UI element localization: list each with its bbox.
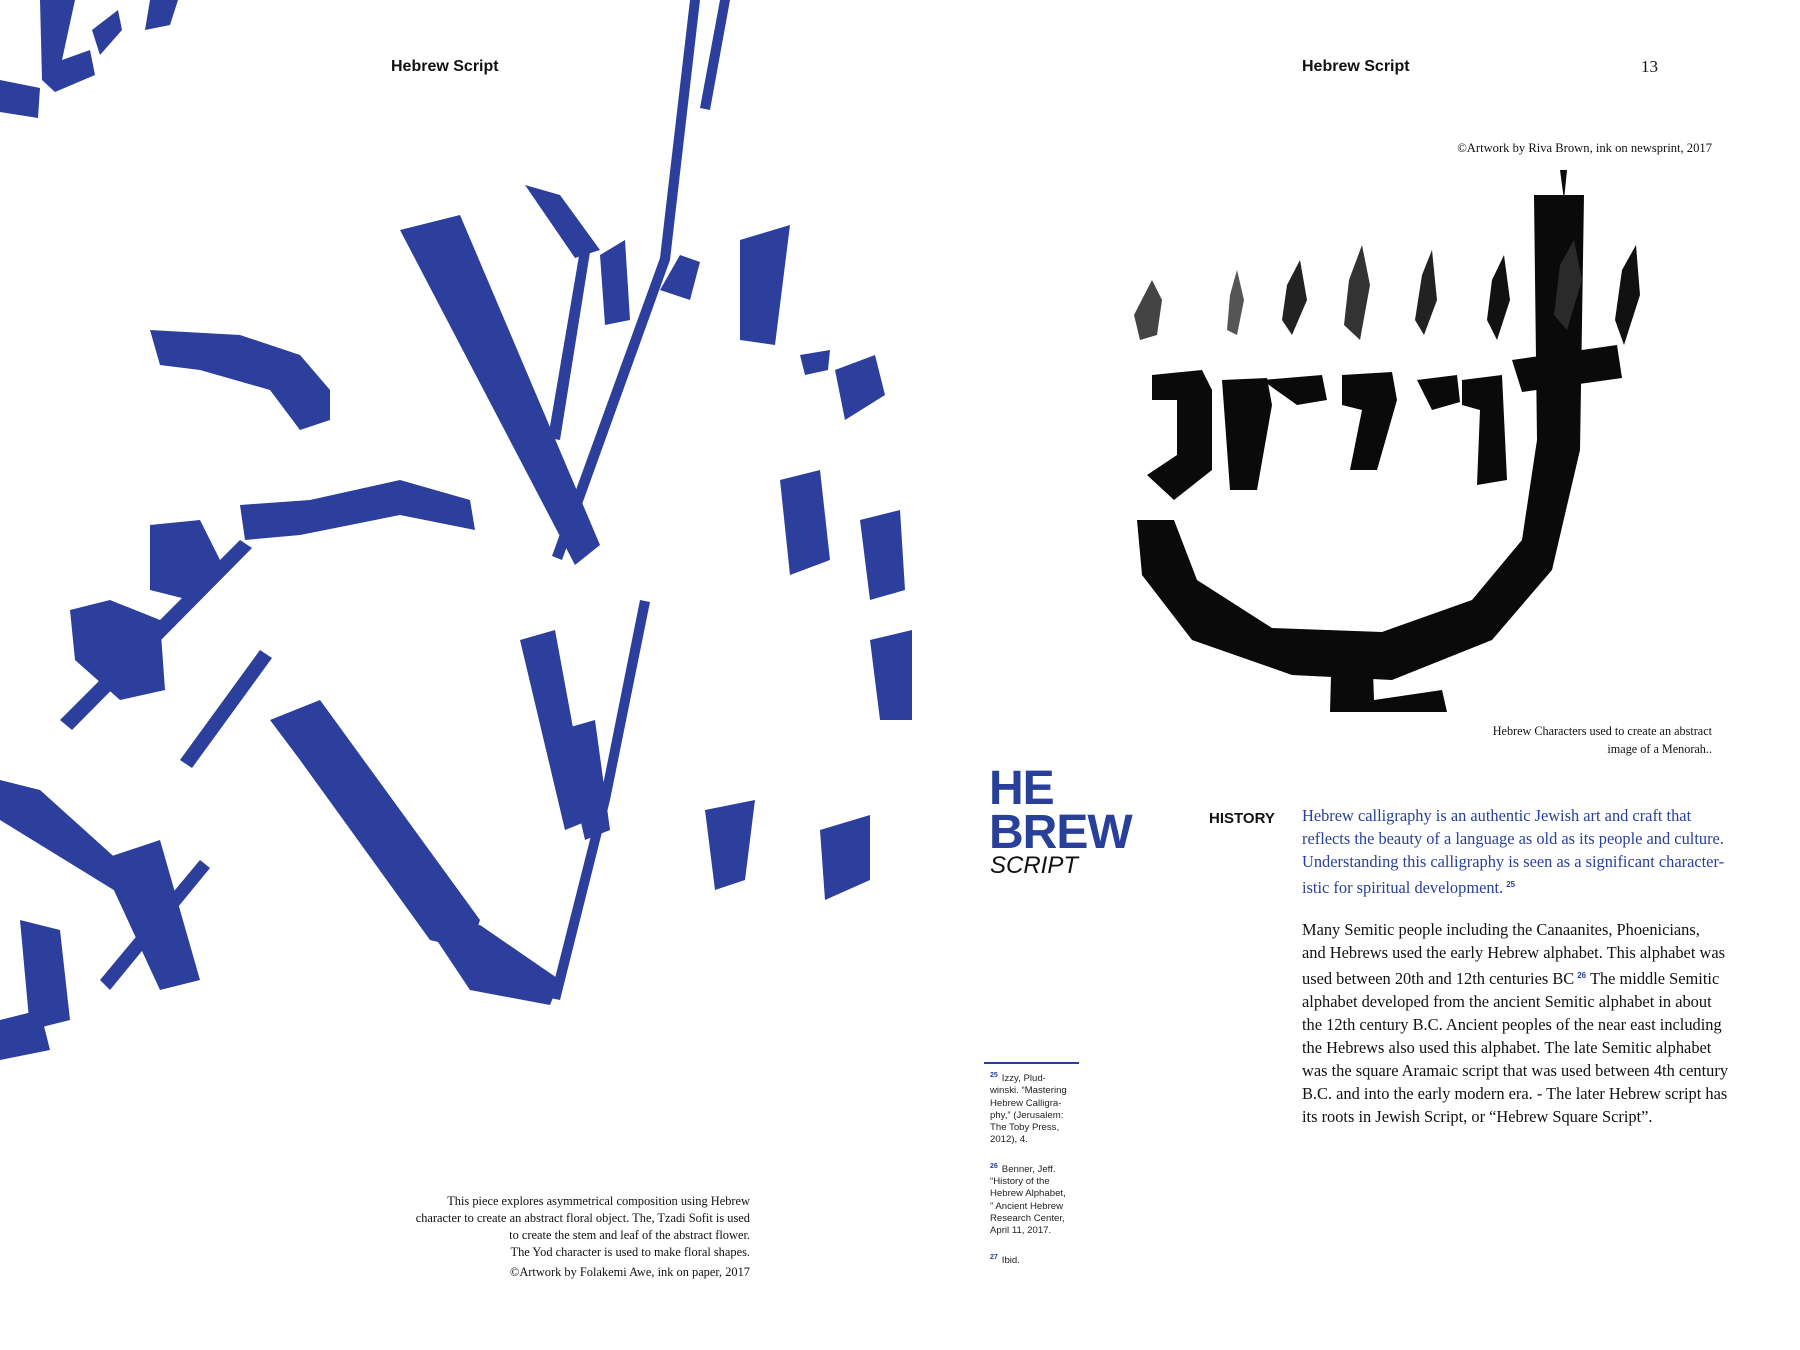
title-line: HE: [989, 762, 1054, 815]
intro-line: Hebrew calligraphy is an authentic Jewish art and craft that: [1302, 806, 1692, 825]
menorah-caption: [1412, 722, 1712, 758]
footnote-line: Hebrew Calligra-: [990, 1097, 1062, 1109]
caption-line: image of a Menorah..: [1607, 742, 1712, 756]
caption-line: Hebrew Characters used to create an abstract: [1492, 724, 1712, 738]
footnote-line: [990, 1070, 1070, 1085]
footnote-text: Izzy, Plud-: [1001, 1073, 1046, 1084]
caption-line: This piece explores asymmetrical composition using Hebrew: [447, 1194, 750, 1208]
body-line: the 12th century B.C. Ancient peoples of the near east including: [1302, 1015, 1722, 1034]
footnote-number: 25: [990, 1072, 998, 1079]
footnote: [990, 1161, 1070, 1238]
running-header: Hebrew Script: [1302, 58, 1410, 75]
intro-line: Understanding this calligraphy is seen as a significant character-: [1302, 852, 1725, 871]
footnote-line: Research Center,: [990, 1212, 1065, 1224]
body-line: and Hebrews used the early Hebrew alphabet. This alphabet was: [1302, 943, 1725, 962]
caption-line: The Yod character is used to make floral shapes.: [510, 1245, 750, 1259]
footnote-line: phy,” (Jerusalem:: [990, 1109, 1064, 1121]
footnote-text: Benner, Jeff.: [1001, 1163, 1056, 1175]
caption-line: character to create an abstract floral object. The, Tzadi Sofit is used: [415, 1211, 750, 1225]
footnote-line: [990, 1252, 1070, 1267]
page-number: 13: [1641, 57, 1658, 76]
body-line: alphabet developed from the ancient Semitic alphabet in about: [1302, 992, 1712, 1011]
footnote-ref: 26: [1577, 971, 1587, 980]
intro-paragraph: [1302, 804, 1742, 899]
running-header: Hebrew Script: [391, 58, 499, 75]
footnote-divider: [984, 1062, 1079, 1064]
title-line: BREW: [989, 806, 1132, 859]
footnote-text: Ibid.: [1001, 1254, 1020, 1266]
chapter-subtitle: SCRIPT: [990, 852, 1079, 879]
artwork-credit: ©Artwork by Folakemi Awe, ink on paper, 2017: [509, 1265, 750, 1279]
chapter-title: [989, 762, 1132, 859]
footnote-number: 26: [990, 1162, 998, 1170]
footnote-line: April 11, 2017.: [990, 1225, 1052, 1237]
body-line: B.C. and into the early modern era. - The later Hebrew script has: [1302, 1084, 1728, 1103]
body-line: its roots in Jewish Script, or “Hebrew Square Script”.: [1302, 1107, 1653, 1126]
body-line-text: used between 20th and 12th centuries BC: [1302, 969, 1575, 988]
artwork-caption: [395, 1193, 750, 1281]
menorah-calligraphy-artwork: [912, 0, 1800, 740]
body-paragraph: [1302, 918, 1747, 1128]
footnote-line: “History of the: [990, 1176, 1050, 1188]
body-line: [1302, 964, 1747, 990]
body-line-text: The middle Semitic: [1589, 969, 1720, 988]
body-line: Many Semitic people including the Canaanites, Phoenicians,: [1302, 920, 1700, 939]
footnote-line: ” Ancient Hebrew: [990, 1200, 1064, 1212]
intro-line: reflects the beauty of a language as old as its people and culture.: [1302, 829, 1724, 848]
footnote-line: Hebrew Alphabet,: [990, 1188, 1066, 1200]
footnote-line: [990, 1161, 1070, 1176]
footnote-number: 27: [990, 1253, 998, 1261]
caption-line: to create the stem and leaf of the abstract flower.: [509, 1228, 750, 1242]
artwork-credit: ©Artwork by Riva Brown, ink on newsprint, 2017: [1457, 141, 1712, 155]
footnote: [990, 1070, 1070, 1147]
intro-line-text: istic for spiritual development.: [1302, 878, 1504, 897]
intro-line: [1302, 873, 1742, 899]
right-page: [912, 0, 1800, 1350]
body-line: was the square Aramaic script that was used between 4th century: [1302, 1061, 1729, 1080]
body-line: the Hebrews also used this alphabet. The late Semitic alphabet: [1302, 1038, 1712, 1057]
footnote-line: 2012), 4.: [990, 1134, 1028, 1146]
section-label: HISTORY: [1209, 810, 1275, 827]
footnote-ref: 25: [1506, 880, 1516, 889]
footnote-line: The Toby Press,: [990, 1122, 1060, 1134]
footnote-line: winski. “Mastering: [990, 1085, 1067, 1097]
footnote: [990, 1252, 1070, 1267]
footnotes: [990, 1070, 1070, 1281]
